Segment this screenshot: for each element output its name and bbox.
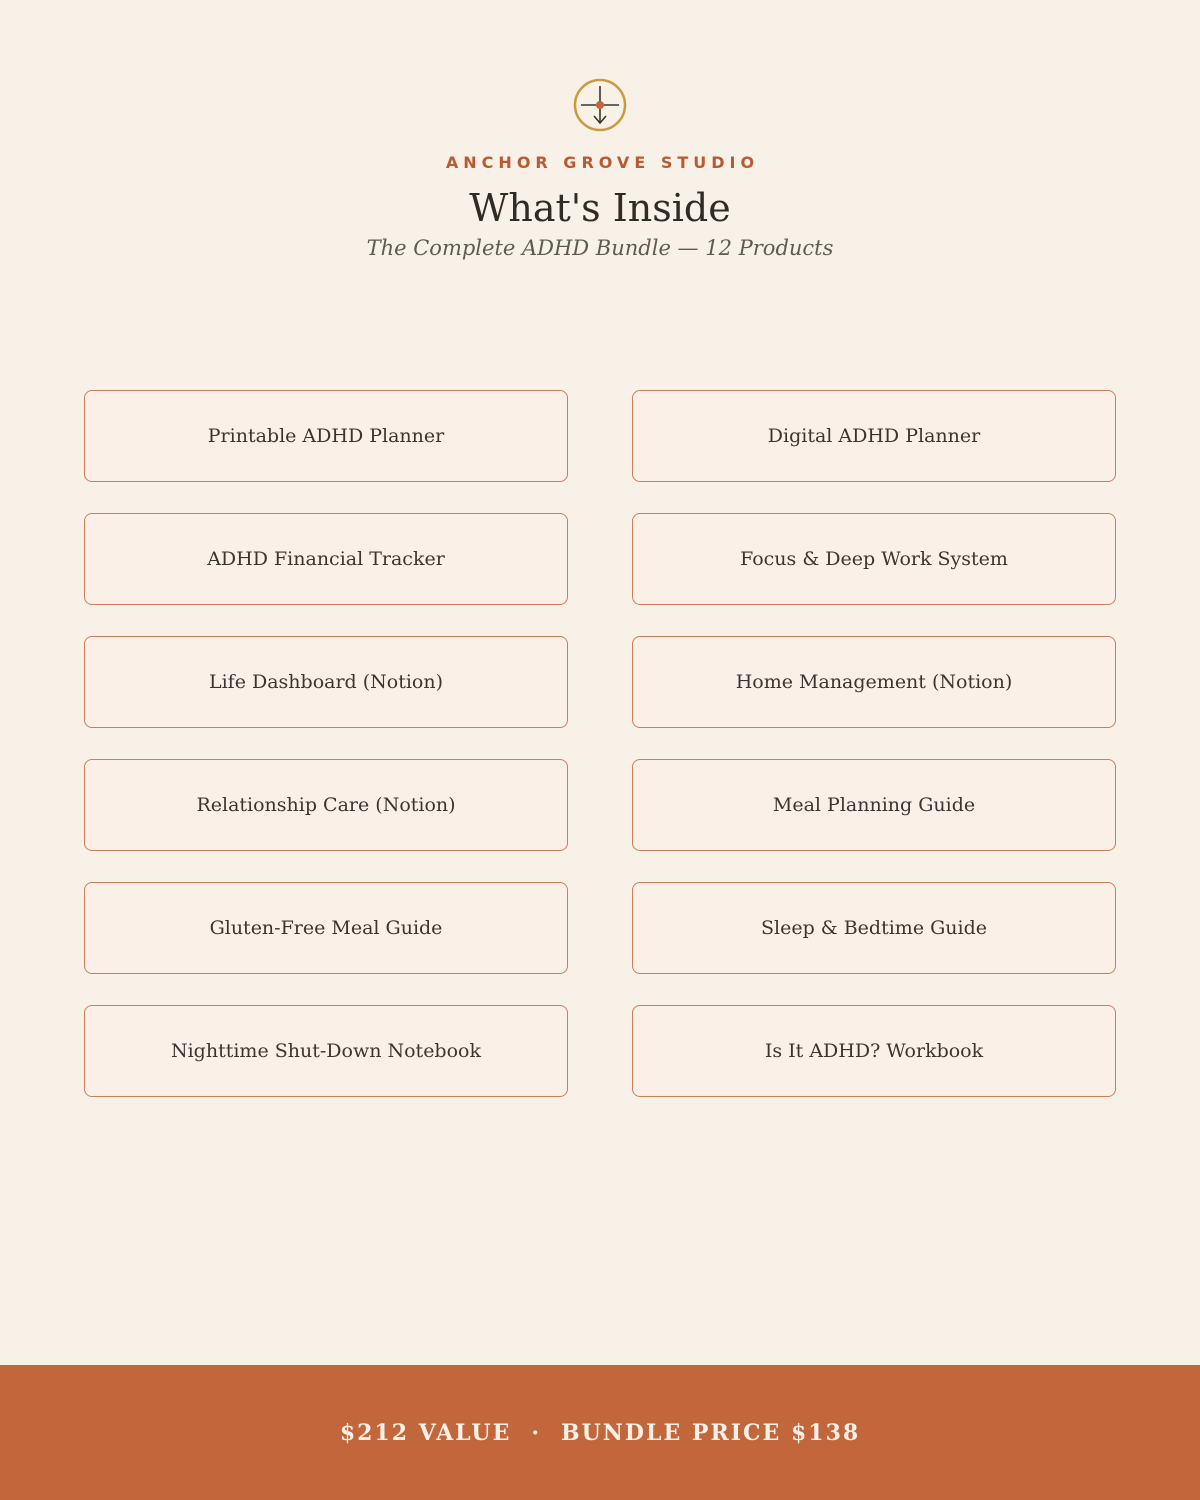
product-card: Sleep & Bedtime Guide	[632, 882, 1116, 974]
product-card: Relationship Care (Notion)	[84, 759, 568, 851]
price-banner	[0, 1365, 1200, 1500]
product-card: Home Management (Notion)	[632, 636, 1116, 728]
bundle-value: $212 VALUE	[339, 1419, 512, 1446]
product-card: Is It ADHD? Workbook	[632, 1005, 1116, 1097]
product-card: Meal Planning Guide	[632, 759, 1116, 851]
separator-dot: ·	[531, 1419, 542, 1446]
compass-anchor-icon	[573, 78, 627, 132]
product-card: Life Dashboard (Notion)	[84, 636, 568, 728]
brand-name: ANCHOR GROVE STUDIO	[445, 153, 760, 172]
product-card: Printable ADHD Planner	[84, 390, 568, 482]
product-grid	[84, 390, 1116, 1097]
page-title: What's Inside	[469, 186, 731, 230]
product-card: Digital ADHD Planner	[632, 390, 1116, 482]
page-subtitle: The Complete ADHD Bundle — 12 Products	[366, 236, 834, 260]
product-card: Gluten-Free Meal Guide	[84, 882, 568, 974]
bundle-price: BUNDLE PRICE $138	[561, 1419, 861, 1446]
product-card: ADHD Financial Tracker	[84, 513, 568, 605]
product-card: Nighttime Shut-Down Notebook	[84, 1005, 568, 1097]
product-card: Focus & Deep Work System	[632, 513, 1116, 605]
